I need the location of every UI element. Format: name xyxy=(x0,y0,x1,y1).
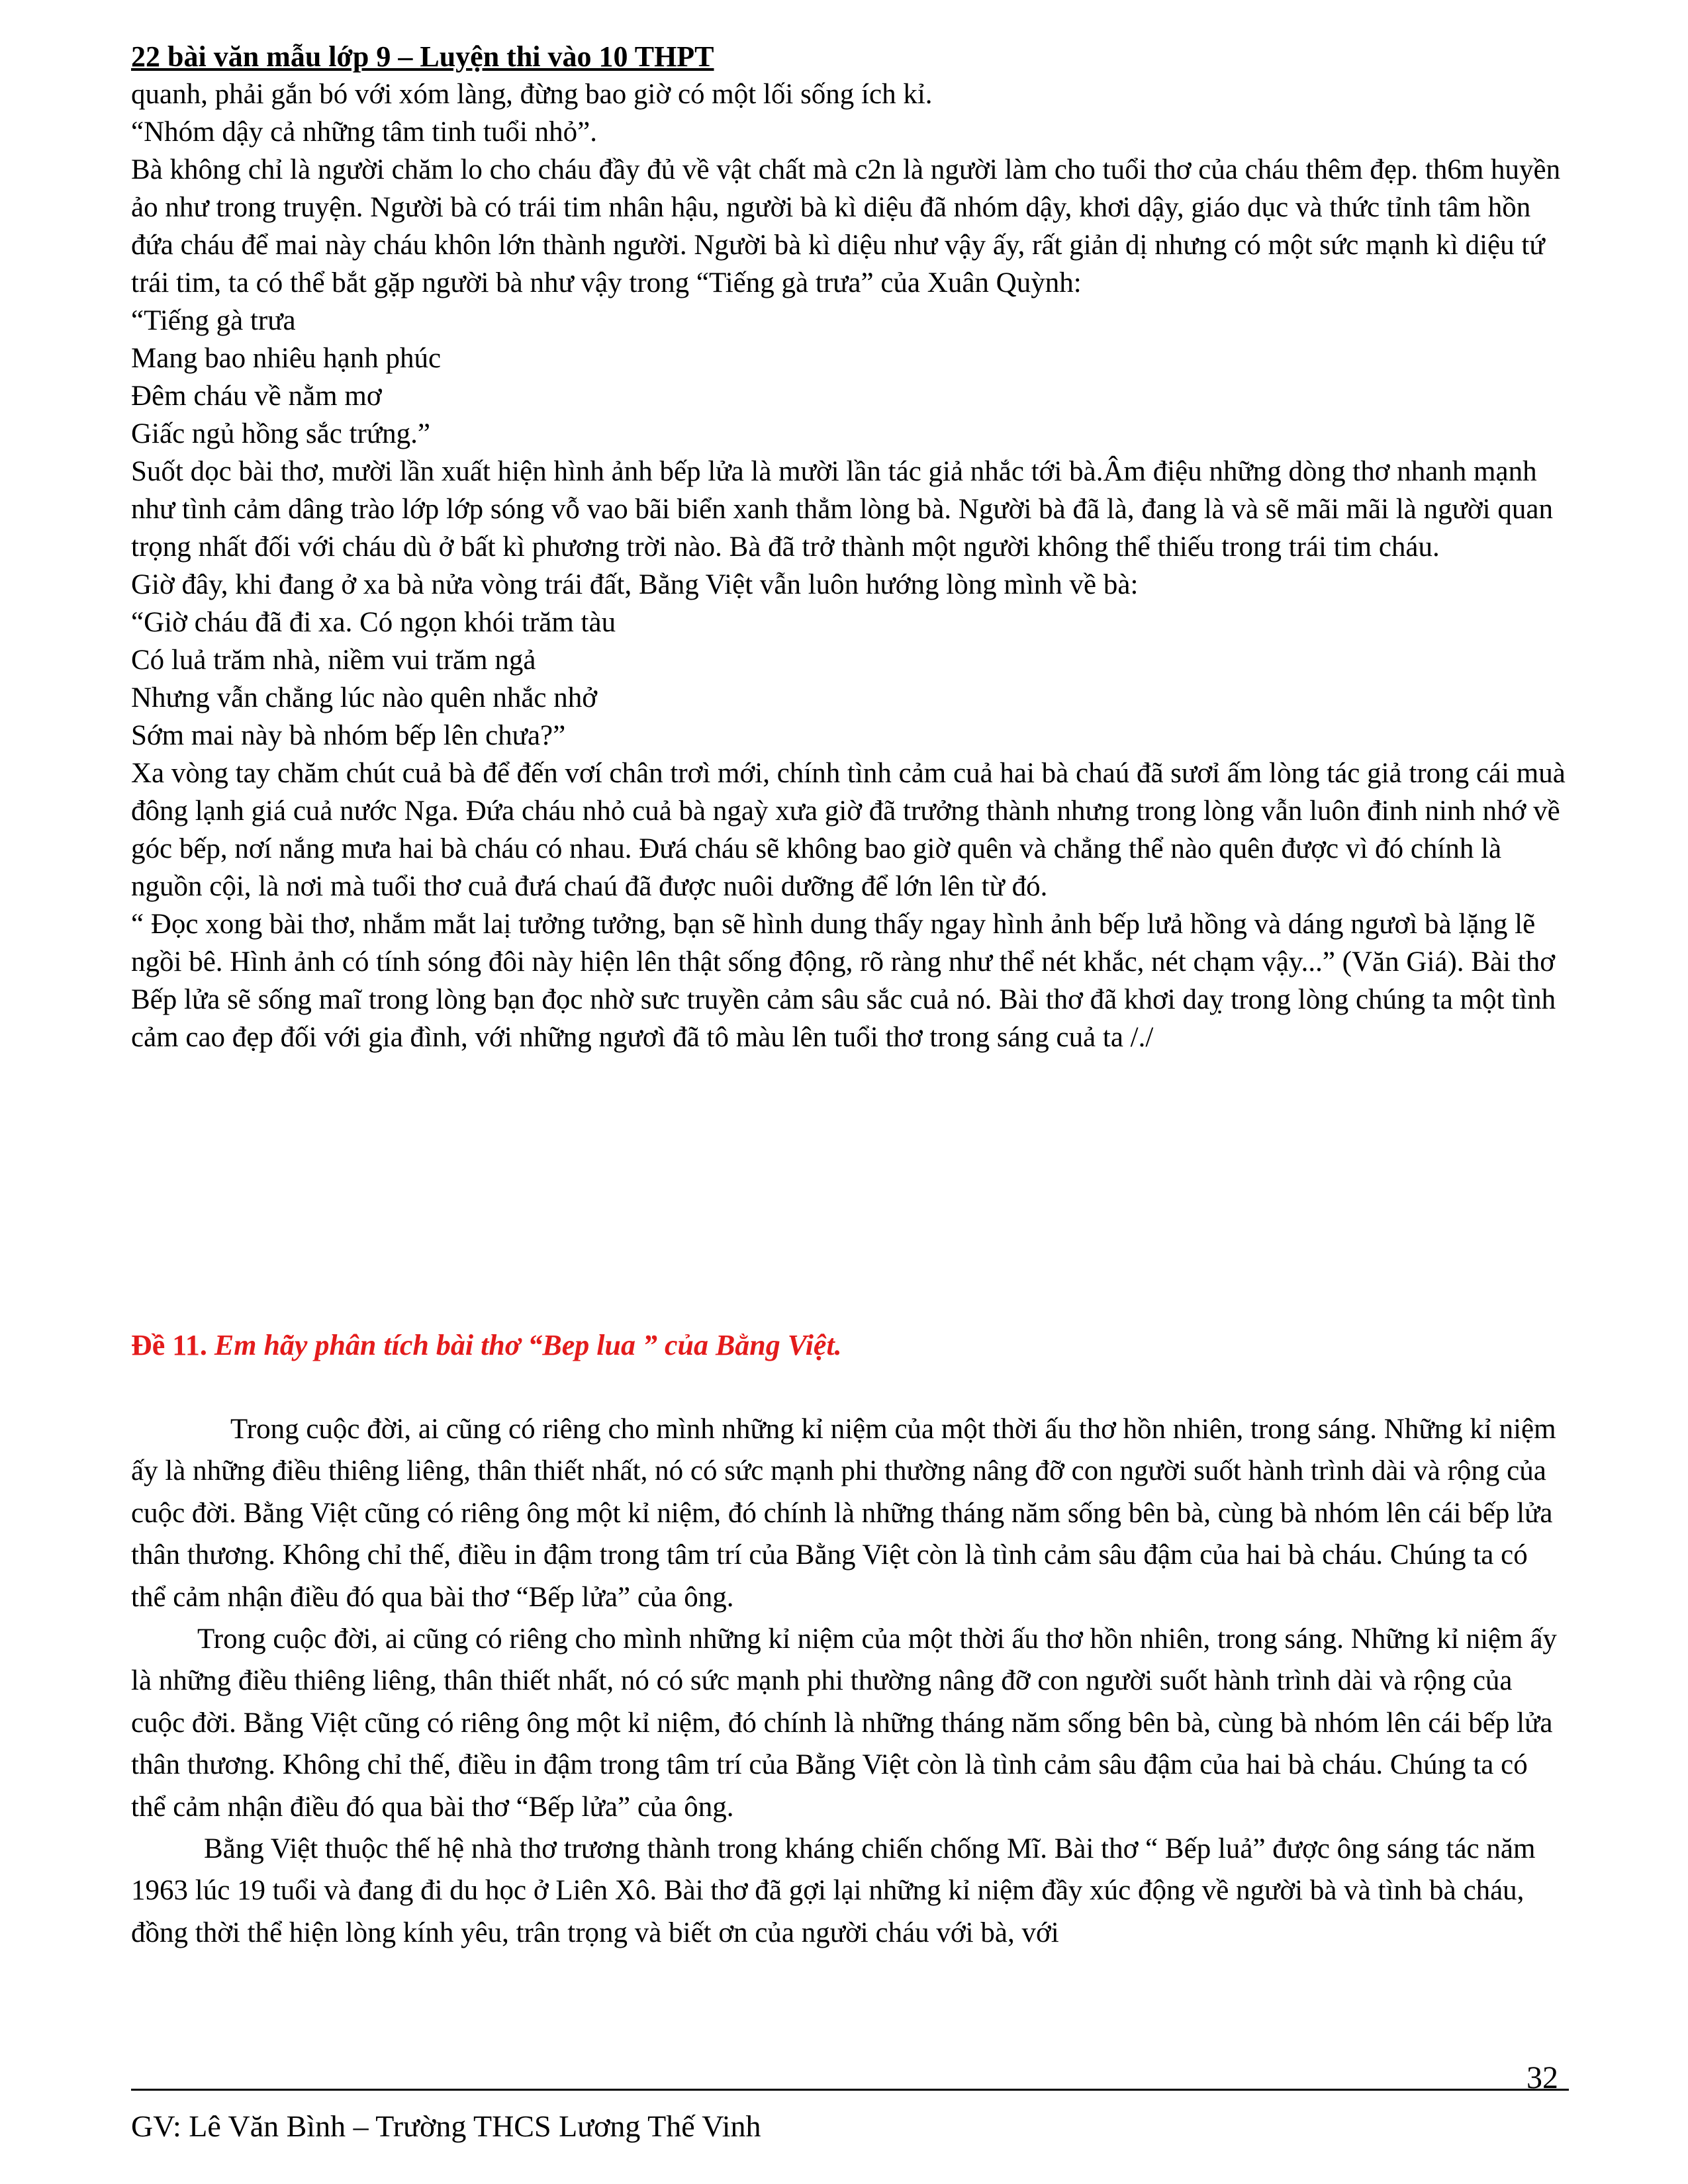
paragraph: Giờ đây, khi đang ở xa bà nửa vòng trái đất, Bằng Việt vẫn luôn hướng lòng mình về bà: xyxy=(131,569,1139,600)
page-header-title: 22 bài văn mẫu lớp 9 – Luyện thi vào 10 THPT xyxy=(131,40,714,73)
poem-line: Nhưng vẫn chẳng lúc nào quên nhắc nhở xyxy=(131,682,597,713)
paragraph: Trong cuộc đời, ai cũng có riêng cho mình những kỉ niệm của một thời ấu thơ hồn nhiên, trong sáng. Những kỉ niệm ấy là những điều thiêng liêng, thân thiết nhất, nó có sức mạnh phi thường nâng đỡ con người suốt hành trình dài và rộng của cuộc đời. Bằng Việt cũng có riêng ông một kỉ niệm, đó chính là những tháng năm sống bên bà, cùng bà nhóm lên cái bếp lửa thân thương. Không chỉ thế, điều in đậm trong tâm trí của Bằng Việt còn là tình cảm sâu đậm của hai bà cháu. Chúng ta có thể cảm nhận điều đó qua bài thơ “Bếp lửa” của ông. xyxy=(131,1623,1557,1823)
section-question: Em hãy phân tích bài thơ “Bep lua ” của Bằng Việt. xyxy=(214,1329,842,1361)
quote-line: “Nhóm dậy cả những tâm tinh tuổi nhỏ”. xyxy=(131,116,597,148)
paragraph: Bà không chỉ là người chăm lo cho cháu đầy đủ về vật chất mà c2n là người làm cho tuổi thơ của cháu thêm đẹp. th6m huyền ảo như trong truyện. Người bà có trái tim nhân hậu, người bà kì diệu đã nhóm dậy, khơi dậy, giáo dục và thức tỉnh tâm hồn đứa cháu để mai này cháu khôn lớn thành người. Người bà kì diệu như vậy ấy, rất giản dị nhưng có một sức mạnh kì diệu tứ trái tim, ta có thể bắt gặp người bà như vậy trong “Tiếng gà trưa” của Xuân Quỳnh: xyxy=(131,154,1561,298)
paragraph: quanh, phải gắn bó với xóm làng, đừng bao giờ có một lối sống ích kỉ. xyxy=(131,79,933,110)
text-block-1 xyxy=(131,75,1568,1056)
poem-line: “Giờ cháu đã đi xa. Có ngọn khói trăm tàu xyxy=(131,607,616,638)
poem-line: Sớm mai này bà nhóm bếp lên chưa?” xyxy=(131,720,566,751)
footer-text: GV: Lê Văn Bình – Trường THCS Lương Thế Vinh xyxy=(131,2109,761,2143)
poem-line: Có luả trăm nhà, niềm vui trăm ngả xyxy=(131,645,536,676)
poem-line: Mang bao nhiêu hạnh phúc xyxy=(131,343,442,374)
section-label: Đề 11. xyxy=(131,1329,207,1361)
poem-line: Đêm cháu về nằm mơ xyxy=(131,381,382,412)
paragraph: “ Đọc xong bài thơ, nhắm mắt laị tưởng tưởng, bạn sẽ hình dung thấy ngay hình ảnh bếp lưả hồng và dáng ngươì bà lặng lẽ ngồi bê. Hình ảnh có tính sóng đôi này hiện lên thật sống động, rõ ràng như thể nét khắc, nét chạm vậy...” (Văn Giá). Bài thơ Bếp lửa sẽ sống maĩ trong lòng bạn đọc nhờ sưc truyền cảm sâu sắc cuả nó. Bài thơ đã khơi daỵ trong lòng chúng ta một tình cảm cao đẹp đối với gia đình, với những ngươì đã tô màu lên tuổi thơ trong sáng cuả ta /./ xyxy=(131,909,1556,1053)
paragraph: Xa vòng tay chăm chút cuả bà để đến vơí chân trơì mới, chính tình cảm cuả hai bà chaú đã sươỉ ấm lòng tác giả trong cái muà đông lạnh giá cuả nước Nga. Đứa cháu nhỏ cuả bà ngaỳ xưa giờ đã trưởng thành nhưng trong lòng vẫn luôn đinh ninh nhớ về góc bếp, nơí nắng mưa hai bà cháu có nhau. Đưá cháu sẽ không bao giờ quên và chẳng thể nào quên được vì đó chính là nguồn cội, là nơi mà tuổi thơ cuả đưá chaú đã được nuôi dưỡng để lớn lên từ đó. xyxy=(131,758,1566,902)
footer-divider xyxy=(131,2089,1569,2091)
text-block-2 xyxy=(131,1408,1568,1954)
page-number: 32 xyxy=(1526,2060,1558,2095)
section-title xyxy=(131,1327,842,1364)
poem-line: “Tiếng gà trưa xyxy=(131,305,296,336)
poem-line: Giấc ngủ hồng sắc trứng.” xyxy=(131,418,430,449)
paragraph: Bằng Việt thuộc thế hệ nhà thơ trương thành trong kháng chiến chống Mĩ. Bài thơ “ Bếp luả” được ông sáng tác năm 1963 lúc 19 tuổi và đang đi du học ở Liên Xô. Bài thơ đã gợi lại những kỉ niệm đầy xúc động về người bà và tình bà cháu, đồng thời thể hiện lòng kính yêu, trân trọng và biết ơn của người cháu với bà, với xyxy=(131,1833,1536,1948)
paragraph: Trong cuộc đời, ai cũng có riêng cho mình những kỉ niệm của một thời ấu thơ hồn nhiên, trong sáng. Những kỉ niệm ấy là những điều thiêng liêng, thân thiết nhất, nó có sức mạnh phi thường nâng đỡ con người suốt hành trình dài và rộng của cuộc đời. Bằng Việt cũng có riêng ông một kỉ niệm, đó chính là những tháng năm sống bên bà, cùng bà nhóm lên cái bếp lửa thân thương. Không chỉ thế, điều in đậm trong tâm trí của Bằng Việt còn là tình cảm sâu đậm của hai bà cháu. Chúng ta có thể cảm nhận điều đó qua bài thơ “Bếp lửa” của ông. xyxy=(131,1414,1556,1613)
paragraph: Suốt dọc bài thơ, mười lần xuất hiện hình ảnh bếp lửa là mười lần tác giả nhắc tới bà.Âm điệu những dòng thơ nhanh mạnh như tình cảm dâng trào lớp lớp sóng vỗ vao bãi biển xanh thẳm lòng bà. Người bà đã là, đang là và sẽ mãi mãi là người quan trọng nhất đối với cháu dù ở bất kì phương trời nào. Bà đã trở thành một người không thể thiếu trong trái tim cháu. xyxy=(131,456,1553,563)
page-content xyxy=(131,38,1568,1056)
